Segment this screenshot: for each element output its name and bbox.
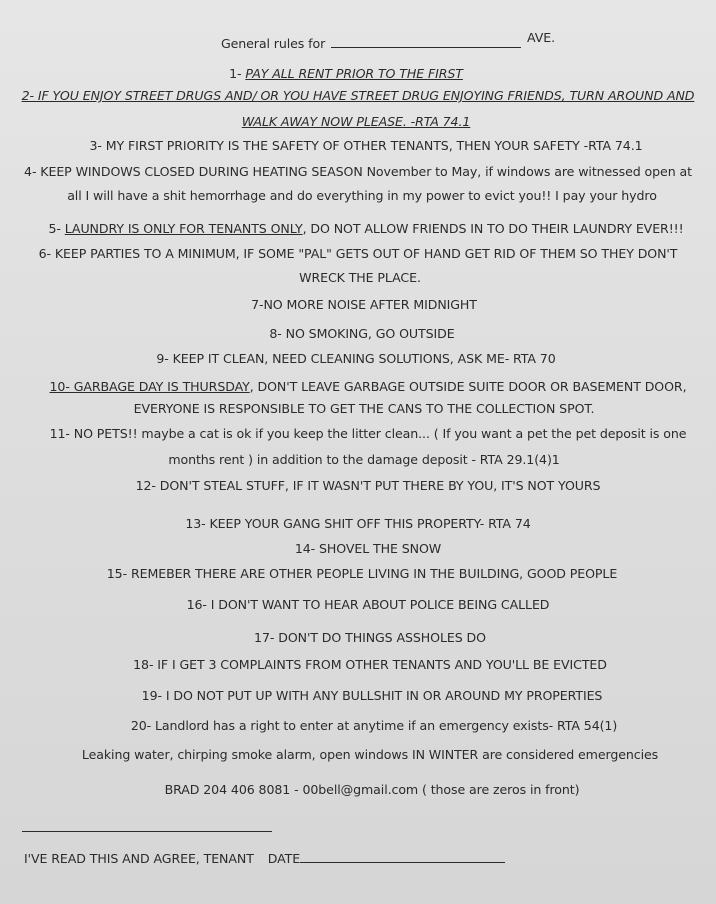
header-suffix: AVE. [527,30,556,45]
rule-text-segment: 4- KEEP WINDOWS CLOSED DURING HEATING SEASON November to May, if windows are witnessed open at [24,164,692,179]
rule-text-segment: 2- IF YOU ENJOY STREET DRUGS AND/ OR YOU HAVE STREET DRUG ENJOYING FRIENDS, TURN AROUND AND [21,88,695,103]
rule-11-line-2 [6,452,716,467]
rule-10-line-2 [6,401,716,416]
rule-9-line-1 [0,351,714,366]
rule-12-line-1 [10,478,716,493]
rule-text-segment: 8- NO SMOKING, GO OUTSIDE [269,326,455,341]
rule-text-segment: 6- KEEP PARTIES TO A MINIMUM, IF SOME "PAL" GETS OUT OF HAND GET RID OF THEM SO THEY DON'T [38,246,678,261]
date-blank [300,862,505,863]
rule-text-segment: , DON'T LEAVE GARBAGE OUTSIDE SUITE DOOR OR BASEMENT DOOR, [249,379,687,394]
rule-text-segment: , DO NOT ALLOW FRIENDS IN TO DO THEIR LAUNDRY EVER!!! [302,221,684,236]
rule-text-segment: 17- DON'T DO THINGS ASSHOLES DO [254,630,486,645]
rule-text-segment: 14- SHOVEL THE SNOW [294,541,442,556]
rule-text-segment: LAUNDRY IS ONLY FOR TENANTS ONLY [64,221,303,236]
rule-text-segment: months rent ) in addition to the damage deposit - RTA 29.1(4)1 [168,452,560,467]
rule-6-line-1 [0,246,716,261]
rule-text-segment: 11- NO PETS!! maybe a cat is ok if you keep the litter clean... ( If you want a pet the pet deposit is one [49,426,687,441]
rule-10-line-1 [10,379,716,394]
rule-text-segment: WALK AWAY NOW PLEASE. -RTA 74.1 [241,114,471,129]
contact-info: BRAD 204 406 8081 - 00bell@gmail.com ( those are zeros in front) [164,782,580,797]
rule-text-segment: 5- [48,221,65,236]
rule-18-line-1 [12,657,716,672]
rule-15-line-1 [4,566,716,581]
rule-13-line-1 [0,516,716,531]
rule-text-segment: 20- Landlord has a right to enter at anytime if an emergency exists- RTA 54(1) [130,718,618,733]
rule-20-line-1 [16,718,716,733]
rule-text-segment: all I will have a shit hemorrhage and do everything in my power to evict you!! I pay your hydro [67,188,657,203]
rule-2-line-2 [0,114,714,129]
tenant-signature-line [22,831,272,832]
date-label: DATE [267,851,301,866]
rule-text-segment: 15- REMEBER THERE ARE OTHER PEOPLE LIVING IN THE BUILDING, GOOD PEOPLE [106,566,618,581]
rule-5-line-1 [8,221,716,236]
rule-1-line-1 [0,66,704,81]
document-header [30,30,716,51]
rule-4-line-1 [0,164,716,179]
street-name-blank [331,47,521,48]
rule-text-segment: 10- GARBAGE DAY IS THURSDAY [49,379,250,394]
rule-8-line-1 [4,326,716,341]
rule-text-segment: EVERYONE IS RESPONSIBLE TO GET THE CANS TO THE COLLECTION SPOT. [133,401,595,416]
agreement-footer [24,851,505,866]
rule-11-line-1 [10,426,716,441]
rule-17-line-1 [12,630,716,645]
rule-6-line-2 [2,270,716,285]
rule-4-line-2 [4,188,716,203]
rule-14-line-1 [10,541,716,556]
emergency-note: Leaking water, chirping smoke alarm, open windows IN WINTER are considered emergencies [81,747,659,762]
rule-text-segment: 7-NO MORE NOISE AFTER MIDNIGHT [251,297,477,312]
rule-text-segment: 18- IF I GET 3 COMPLAINTS FROM OTHER TENANTS AND YOU'LL BE EVICTED [133,657,607,672]
rule-text-segment: WRECK THE PLACE. [299,270,421,285]
rule-2-line-1 [0,88,716,103]
rule-19-line-1 [14,688,716,703]
rule-16-line-1 [10,597,716,612]
rule-text-segment: 12- DON'T STEAL STUFF, IF IT WASN'T PUT THERE BY YOU, IT'S NOT YOURS [135,478,601,493]
rule-text-segment: 13- KEEP YOUR GANG SHIT OFF THIS PROPERTY- RTA 74 [185,516,531,531]
rule-7-line-1 [6,297,716,312]
rule-3-line-1 [8,138,716,153]
header-prefix: General rules for [220,36,326,51]
rule-text-segment: 3- MY FIRST PRIORITY IS THE SAFETY OF OTHER TENANTS, THEN YOUR SAFETY -RTA 74.1 [89,138,643,153]
rule-text-segment: 19- I DO NOT PUT UP WITH ANY BULLSHIT IN OR AROUND MY PROPERTIES [141,688,603,703]
rule-text-segment: PAY ALL RENT PRIOR TO THE FIRST [245,66,463,81]
rule-text-segment: 9- KEEP IT CLEAN, NEED CLEANING SOLUTIONS, ASK ME- RTA 70 [156,351,556,366]
rule-text-segment: 16- I DON'T WANT TO HEAR ABOUT POLICE BEING CALLED [186,597,550,612]
agreement-label: I'VE READ THIS AND AGREE, TENANT [24,851,254,866]
rule-text-segment: 1- [229,66,246,81]
